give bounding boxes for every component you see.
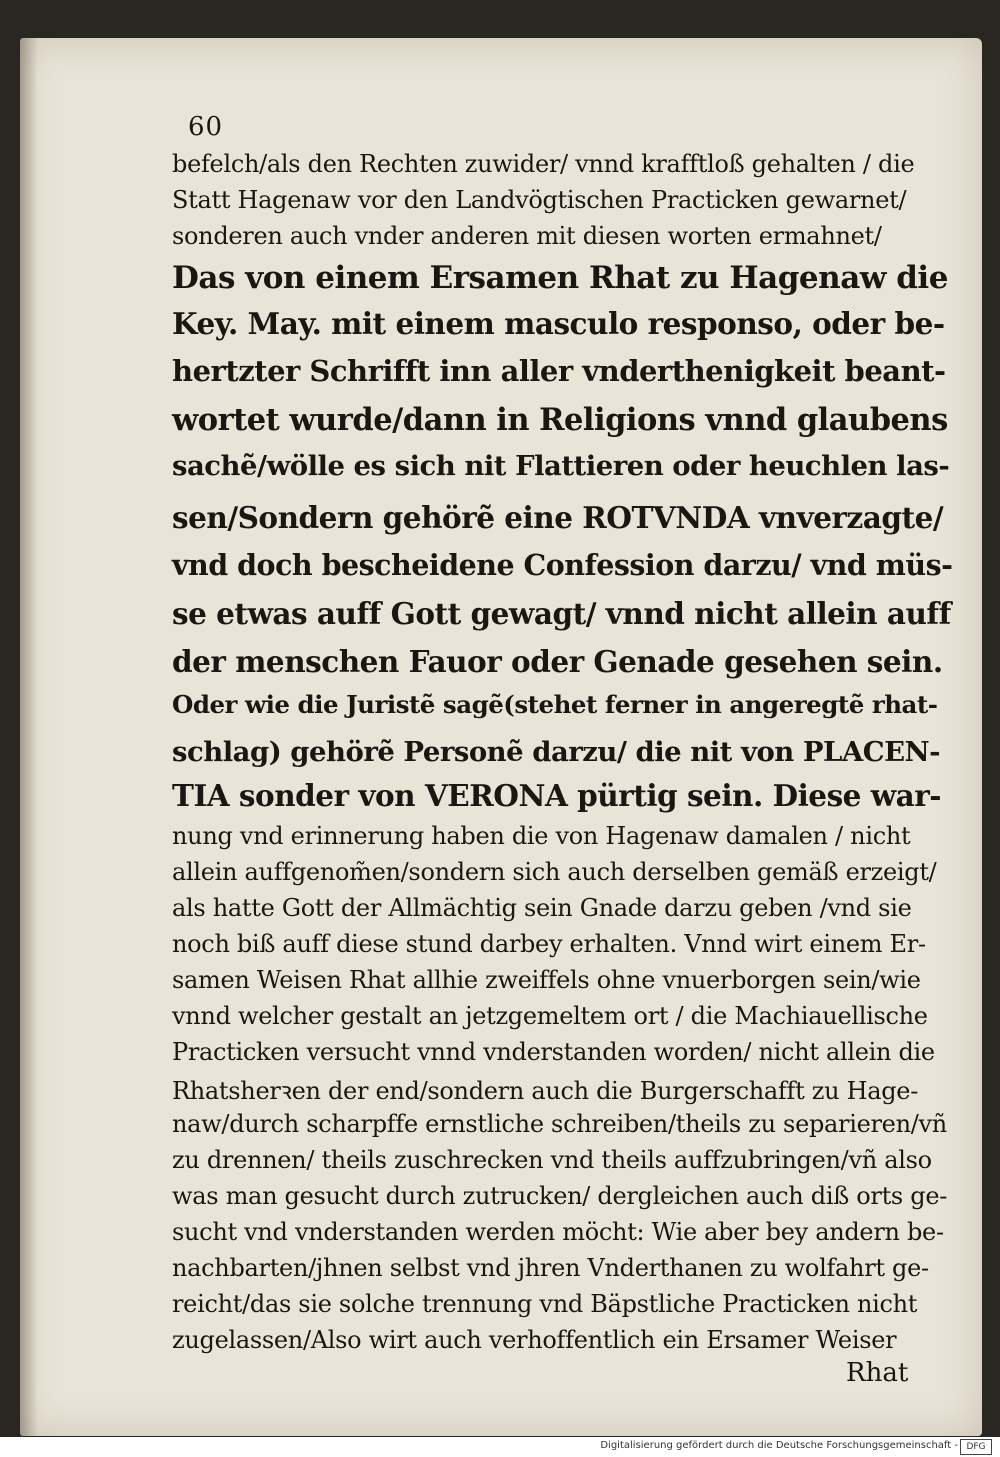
text-line: reicht/das sie solche trennung vnd Bäpstliche Practicken nicht [172,1290,918,1318]
text-line: sucht vnd vnderstanden werden möcht: Wie aber bey andern be- [172,1218,944,1246]
text-line: schlag) gehörẽ Personẽ darzu/ die nit von PLACEN- [172,736,941,768]
text-line: samen Weisen Rhat allhie zweiffels ohne vnuerborgen sein/wie [172,966,921,994]
text-line: zugelassen/Also wirt auch verhoffentlich ein Ersamer Weiser [172,1326,897,1354]
text-line: se etwas auff Gott gewagt/ vnnd nicht allein auff [172,596,951,631]
text-line: Rhatsherꝛen der end/sondern auch die Burgerschafft zu Hage- [172,1077,918,1105]
text-line: befelch/als den Rechten zuwider/ vnnd krafftloß gehalten / die [172,150,915,178]
text-line: als hatte Gott der Allmächtig sein Gnade darzu geben /vnd sie [172,894,912,922]
text-line: noch biß auff diese stund darbey erhalten. Vnnd wirt einem Er- [172,930,926,958]
text-line: allein auffgenom̃en/sondern sich auch derselben gemäß erzeigt/ [172,858,937,886]
text-line: Practicken versucht vnnd vnderstanden worden/ nicht allein die [172,1038,935,1066]
text-line: hertzter Schrifft inn aller vnderthenigkeit beant- [172,354,946,388]
text-line: naw/durch scharpffe ernstliche schreiben/theils zu separieren/vñ [172,1110,947,1138]
text-line: TIA sonder von VERONA pürtig sein. Diese war- [172,778,942,813]
text-line: sen/Sondern gehörẽ eine ROTVNDA vnverzagte/ [172,500,944,535]
text-line: Oder wie die Juristẽ sagẽ(stehet ferner in angeregtẽ rhat- [172,690,938,719]
text-line: Key. May. mit einem masculo responso, oder be- [172,306,945,341]
text-line: nachbarten/jhnen selbst vnd jhren Vnderthanen zu wolfahrt ge- [172,1254,929,1282]
text-line: nung vnd erinnerung haben die von Hagenaw damalen / nicht [172,822,911,850]
text-line: vnnd welcher gestalt an jetzgemeltem ort / die Machiauellische [172,1002,928,1030]
page-binding-shadow [20,38,38,1436]
text-line: vnd doch bescheidene Confession darzu/ vnd müs- [172,548,953,582]
dfg-logo: DFG [960,1439,992,1455]
text-line: was man gesucht durch zutrucken/ dergleichen auch diß orts ge- [172,1182,948,1210]
text-line: zu drennen/ theils zuschrecken vnd theils auffzubringen/vñ also [172,1146,932,1174]
text-line: der menschen Fauor oder Genade gesehen sein. [172,644,943,679]
text-line: sachẽ/wölle es sich nit Flattieren oder heuchlen las- [172,450,950,482]
text-line: wortet wurde/dann in Religions vnnd glaubens [172,402,948,438]
page-number: 60 [188,112,224,142]
text-line: sonderen auch vnder anderen mit diesen worten ermahnet/ [172,222,882,250]
catchword: Rhat [846,1358,909,1388]
footer-credit: Digitalisierung gefördert durch die Deutsche Forschungsgemeinschaft - [600,1440,958,1451]
text-line: Das von einem Ersamen Rhat zu Hagenaw die [172,260,948,296]
text-line: Statt Hagenaw vor den Landvögtischen Practicken gewarnet/ [172,186,907,214]
